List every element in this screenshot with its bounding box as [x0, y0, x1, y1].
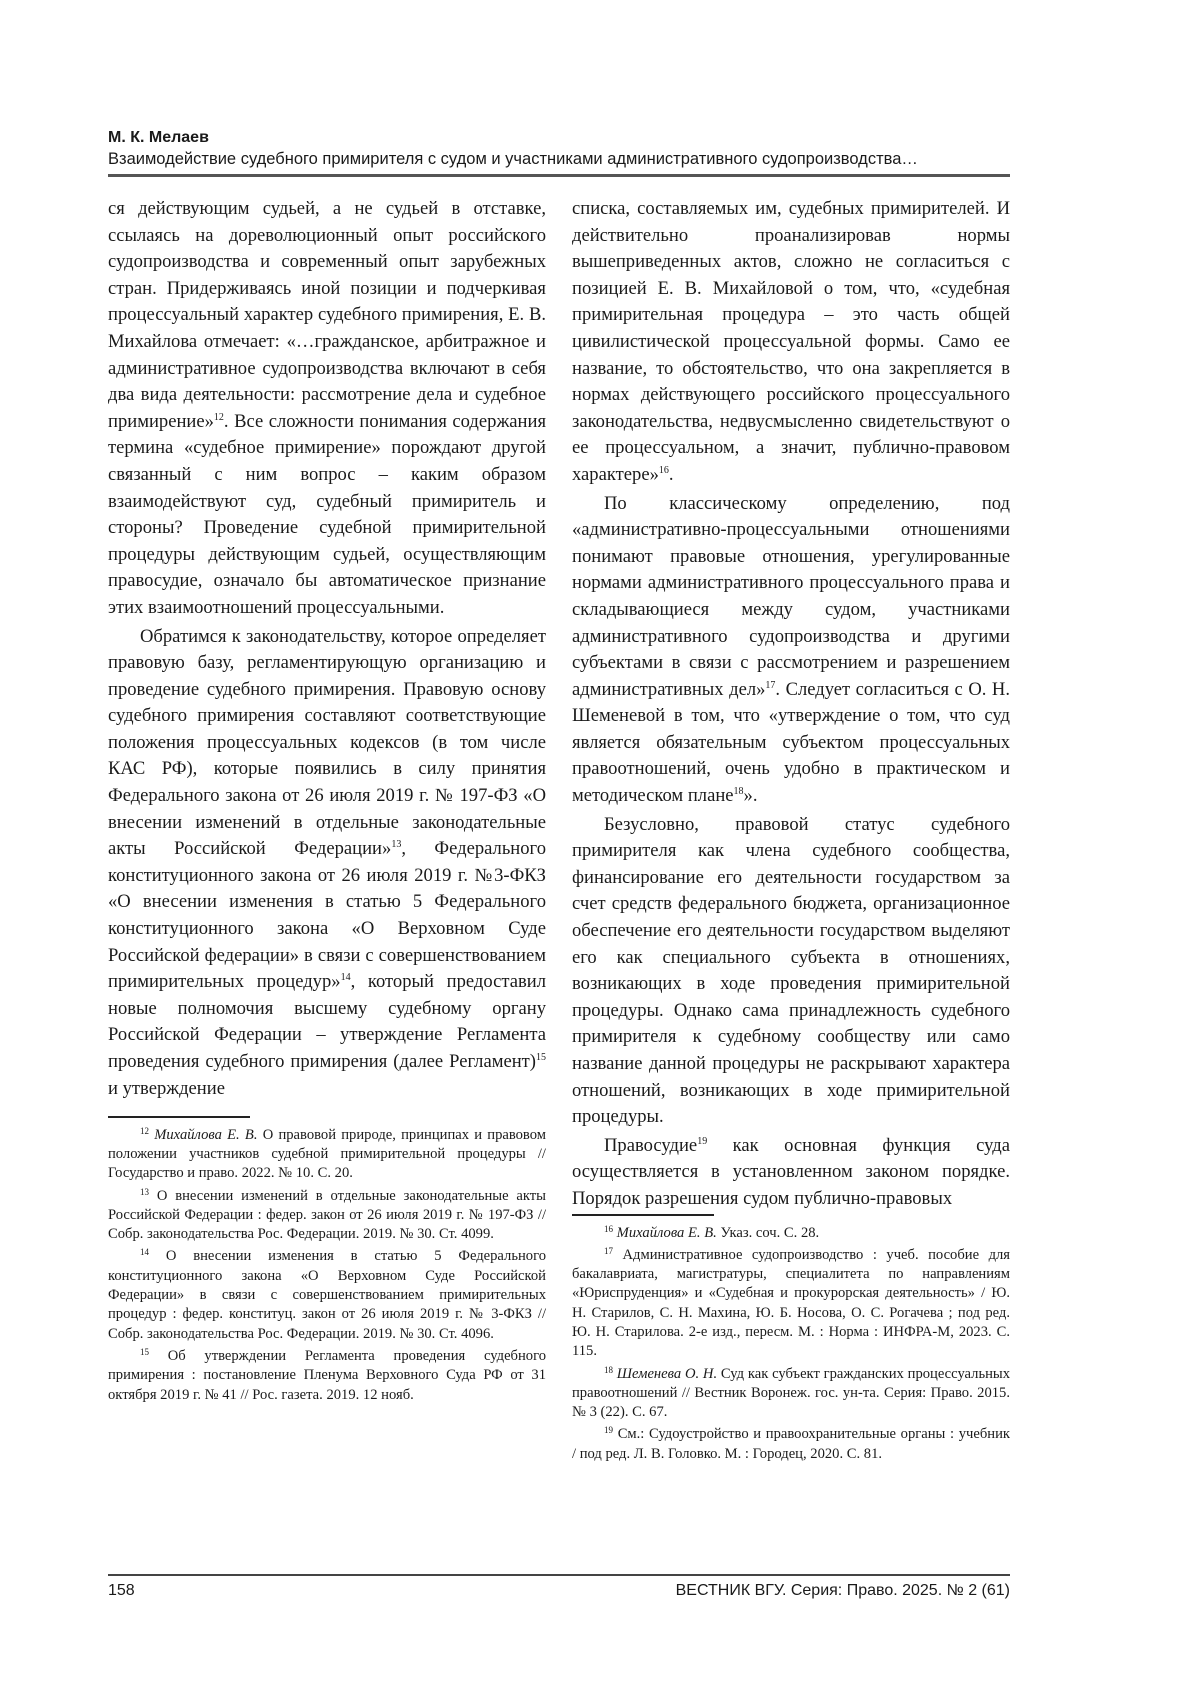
footnote-ref[interactable]: 13 — [391, 839, 402, 851]
footnote — [572, 1224, 1010, 1243]
right-footnotes — [572, 1224, 1010, 1465]
right-column — [572, 196, 1011, 1462]
footnote-author: Шеменева О. Н. — [616, 1365, 718, 1382]
footnote-ref[interactable]: 19 — [697, 1135, 708, 1147]
footnote-ref[interactable]: 17 — [765, 679, 776, 691]
paragraph-text: как основная функция суда осуществляется в установленном законом порядке. Порядок разрешения судом публично-правовых — [572, 1134, 1010, 1209]
footnote-ref[interactable]: 12 — [213, 411, 224, 423]
header-author: М. К. Мелаев — [108, 129, 209, 146]
paragraph-text: ся действующим судьей, а не судьей в отставке, ссылаясь на дореволюционный опыт российского судопроизводства и современный опыт зарубежных стран. Придерживаясь иной позиции и подчеркивая процессуальный характер судебного примирения, Е. В. Михайлова отмечает: «…гражданское, арбитражное и административное судопроизводства включают в себя два вида деятельности: рассмотрение дела и судебное примирение» — [108, 198, 546, 432]
footnote-number: 14 — [140, 1247, 149, 1258]
footnote-author: Михайлова Е. В. — [154, 1126, 258, 1143]
footnote-text: Об утверждении Регламента проведения судебного примирения : постановление Пленума Верховного Суда РФ от 31 октября 2019 г. № 41 // Рос. газета. 2019. 12 нояб. — [108, 1347, 546, 1403]
footnote — [108, 1347, 546, 1405]
page-number: 158 — [108, 1582, 135, 1599]
paragraph-text: Обратимся к законодательству, которое определяет правовую базу, регламентирующую организацию и проведение судебного примирения. Правовую основу судебного примирения составляют соответствующие положения процессуальных кодексов (в том числе КАС РФ), которые появились в силу принятия Федерального закона от 26 июля 2019 г. № 197-ФЗ «О внесении изменений в отдельные законодательные акты Российской Федерации» — [108, 625, 546, 860]
paragraph-text: ». — [743, 785, 758, 807]
header-article-title: Взаимодействие судебного примирителя с судом и участниками административного судопроизводства… — [108, 150, 918, 168]
footnote — [108, 1187, 546, 1245]
footnote-number: 18 — [604, 1364, 613, 1375]
paragraph-text: . — [668, 463, 674, 485]
footnote — [572, 1425, 1010, 1464]
header-rule — [108, 174, 1010, 177]
footnote — [572, 1246, 1010, 1362]
footnote-number: 16 — [604, 1223, 613, 1234]
footnote-text: См.: Судоустройство и правоохранительные органы : учебник / под ред. Л. В. Головко. М. : Городец, 2020. С. 81. — [572, 1426, 1010, 1462]
running-header — [108, 128, 1010, 177]
paragraph — [572, 812, 1010, 1131]
footer-rule — [108, 1574, 1010, 1576]
footnote-text: О внесении изменений в отдельные законодательные акты Российской Федерации : федер. закон от 26 июля 2019 г. № 197-ФЗ // Собр. законодательства Рос. Федерации. 2019. № 30. Ст. 4099. — [108, 1187, 546, 1243]
footnote-author: Михайлова Е. В. — [616, 1224, 717, 1241]
paragraph — [572, 196, 1010, 489]
footnote — [108, 1126, 546, 1184]
footnote-number: 13 — [140, 1186, 149, 1197]
page — [108, 128, 1011, 1462]
footnote — [108, 1247, 546, 1343]
paragraph-text: , Федерального конституционного закона от 26 июля 2019 г. №3-ФКЗ «О внесении изменения в статью 5 Федерального конституционного закона «О Верховном Суде Российской федерации» в связи с совершенствованием примирительных процедур» — [108, 838, 547, 993]
paragraph-text: Правосудие — [604, 1134, 698, 1156]
footnote-text: Административное судопроизводство : учеб. пособие для бакалавриата, магистратуры, специалитета по направлениям «Юриспруденция» и «Судебная и прокурорская деятельность» / Ю. Н. Старилов, С. Н. Махина, Ю. Б. Носова, О. С. Рогачева ; под ред. Ю. Н. Старилова. 2-е изд., пересм. М. : Норма : ИНФРА-М, 2023. С. 115. — [572, 1246, 1010, 1360]
paragraph-text: и утверждение — [108, 1077, 225, 1099]
paragraph-text: По классическому определению, под «административно-процессуальными отношениями понимают правовые отношения, урегулированные нормами административного процессуального права и складывающиеся между судом, участниками административного судопроизводства и другими субъектами в связи с рассмотрением и разрешением административных дел» — [572, 492, 1010, 700]
left-body-text — [108, 196, 546, 1102]
paragraph-text: Безусловно, правовой статус судебного примирителя как члена судебного сообщества, финансирование его деятельности государством за счет средств федерального бюджета, организационное обеспечение его деятельности государством выделяют его как специального субъекта в отношениях, возникающих в ходе проведения примирительной процедуры. Однако сама принадлежность судебного примирителя к судебному сообществу или само название данной процедуры не раскрывают характера отношений, возникающих в ходе примирительной процедуры. — [572, 813, 1010, 1128]
footnote-ref[interactable]: 18 — [733, 786, 744, 798]
two-column-body — [108, 196, 1011, 1462]
footnote — [572, 1365, 1010, 1423]
paragraph-text: списка, составляемых им, судебных примирителей. И действительно проанализировав нормы вышеприведенных актов, сложно не согласиться с позицией Е. В. Михайловой о том, что, «судебная примирительная процедура – это часть общей цивилистической процессуальной формы. Само ее название, то обстоятельство, что она закрепляется в нормах действующего российского процессуального законодательства, недвусмысленно свидетельствуют о ее процессуальном, а значит, публично-правовом характере» — [572, 198, 1010, 485]
right-footnote-block — [572, 1200, 1010, 1467]
paragraph-text: . Все сложности понимания содержания термина «судебное примирение» порождают другой связанный с ним вопрос – каким образом взаимодействуют суд, судебный примиритель и стороны? Проведение судебной примирительной процедуры действующим судьей, осуществляющим правосудие, означало бы автоматическое признание этих взаимоотношений процессуальными. — [108, 410, 546, 618]
page-footer — [108, 1574, 1010, 1600]
footnote-number: 19 — [604, 1425, 613, 1436]
footnote-text: Суд как субъект гражданских процессуальных правоотношений // Вестник Воронеж. гос. ун-та. Серия: Право. 2015. № 3 (22). С. 67. — [572, 1365, 1011, 1421]
footnote-ref[interactable]: 15 — [536, 1052, 546, 1063]
left-column — [108, 196, 546, 1408]
footnote-text: О правовой природе, принципах и правовом положении участников судебной примирительной процедуры // Государство и право. 2022. № 10. С. 20. — [108, 1126, 546, 1182]
left-footnotes — [108, 1126, 546, 1405]
paragraph — [108, 624, 546, 1103]
footnote-ref[interactable]: 16 — [658, 464, 669, 476]
footnote-separator — [108, 1116, 250, 1118]
footnote-separator — [572, 1214, 714, 1216]
paragraph — [108, 196, 546, 622]
paragraph-text: . Следует согласиться с О. Н. Шеменевой в том, что «утверждение о том, что суд является обязательным субъектом процессуальных правоотношений, очень удобно в практическом и методическом плане — [572, 678, 1010, 807]
journal-citation: ВЕСТНИК ВГУ. Серия: Право. 2025. № 2 (61) — [675, 1582, 1010, 1599]
footnote-text: Указ. соч. С. 28. — [716, 1224, 820, 1241]
paragraph — [572, 491, 1010, 810]
footnote-ref[interactable]: 14 — [340, 972, 351, 984]
right-body-text — [572, 196, 1010, 1213]
footnote-number: 17 — [604, 1245, 613, 1256]
footnote-text: О внесении изменения в статью 5 Федерального конституционного закона «О Верховном Суде Российской Федерации» в связи с совершенствованием примирительных процедур : федер. конституц. закон от 26 июля 2019 г. № 3-ФКЗ // Собр. законодательства Рос. Федерации. 2019. № 30. Ст. 4096. — [108, 1248, 547, 1342]
paragraph-text: , который предоставил новые полномочия высшему судебному органу Российской Федерации – утверждение Регламента проведения судебного примирения (далее Регламент) — [108, 971, 546, 1072]
footnote-number: 15 — [140, 1346, 149, 1357]
footnote-number: 12 — [140, 1125, 149, 1136]
